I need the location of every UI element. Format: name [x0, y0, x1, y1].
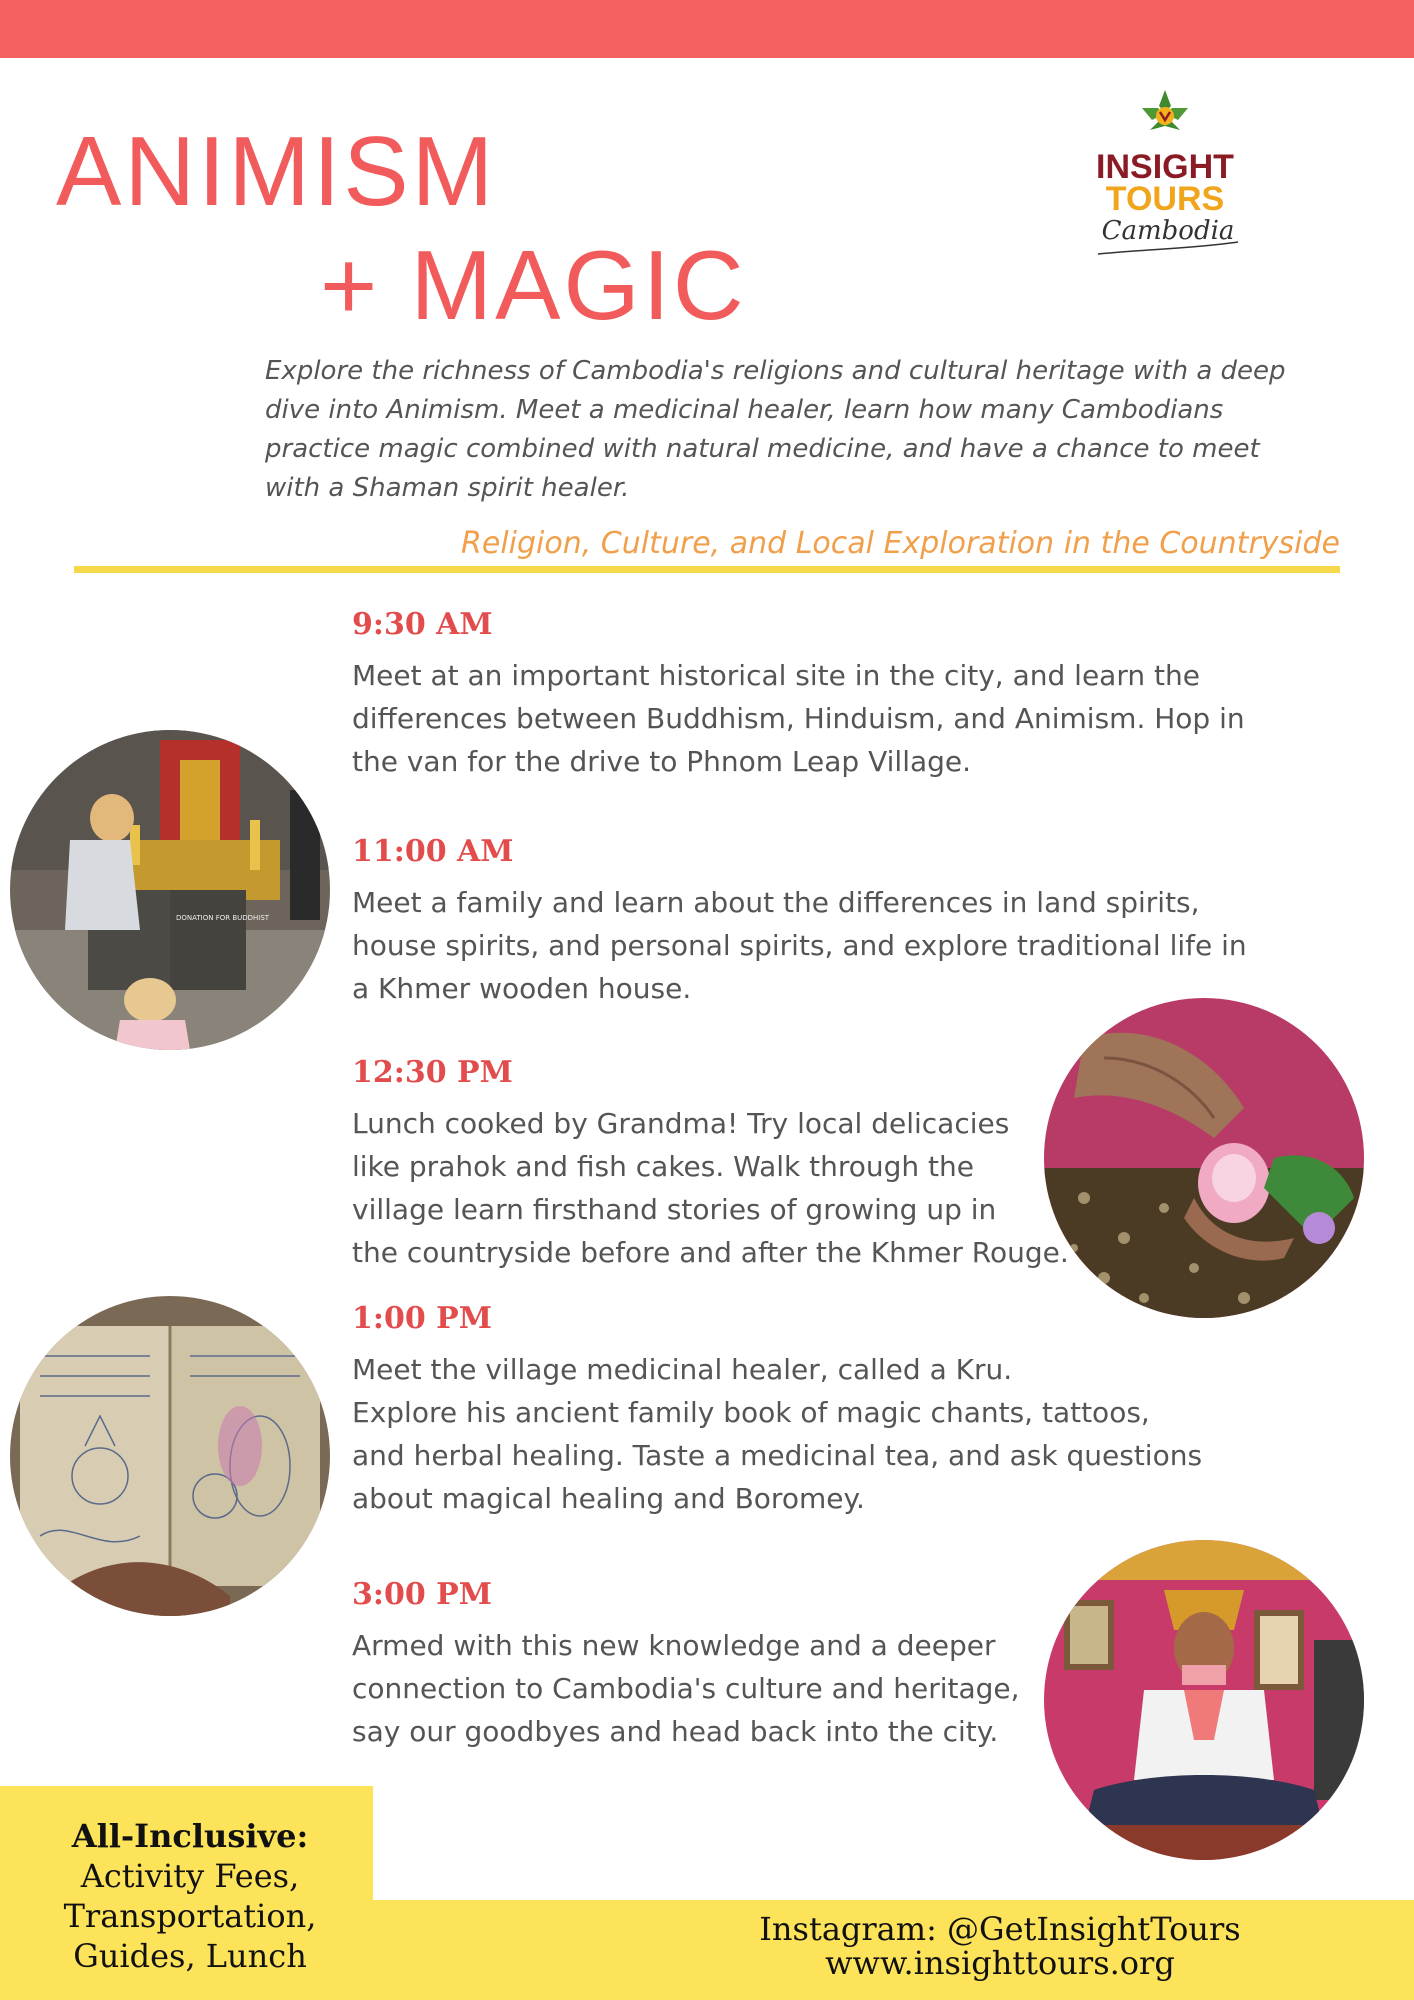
- item-time: 1:00 PM: [352, 1301, 492, 1336]
- item-description: Meet a family and learn about the differences in land spirits, house spirits, and personal spirits, and explore traditional life in a Khmer wooden house.: [352, 886, 1247, 1005]
- photo-shrine-children: [10, 730, 330, 1050]
- page-title-line-1: ANIMISM: [56, 116, 497, 226]
- yellow-divider: [74, 566, 1340, 573]
- photo-grandma-hands: [1044, 998, 1364, 1318]
- item-time: 9:30 AM: [352, 607, 493, 642]
- all-inclusive-text: [0, 1816, 380, 1976]
- page-title-line-2: + MAGIC: [320, 230, 747, 340]
- donation-box-right-sign: DONATION FOR BUDDHIST: [176, 914, 270, 922]
- item-time: 3:00 PM: [352, 1577, 492, 1612]
- item-description: Armed with this new knowledge and a deeper connection to Cambodia's culture and heritage, say our goodbyes and head back into the city.: [352, 1629, 1020, 1748]
- logo-swash: [1088, 232, 1248, 260]
- itinerary-item-1100: [352, 834, 1247, 1010]
- itinerary-item-1230: [352, 1055, 1069, 1274]
- photo-shaman-healer: [1044, 1540, 1364, 1860]
- logo-word-cambodia: Cambodia: [1101, 216, 1235, 246]
- item-description: Meet at an important historical site in the city, and learn the differences between Buddhism, Hinduism, and Animism. Hop in the van for the drive to Phnom Leap Village.: [352, 659, 1245, 778]
- itinerary-item-930: [352, 607, 1245, 783]
- insight-tours-logo: [1080, 86, 1250, 266]
- item-description: Lunch cooked by Grandma! Try local delicacies like prahok and fish cakes. Walk through the village learn firsthand stories of growing up in the countryside before and after the Khmer Rouge.: [352, 1107, 1069, 1269]
- itinerary-item-100: [352, 1301, 1203, 1520]
- intro-paragraph: Explore the richness of Cambodia's religions and cultural heritage with a deep dive into Animism. Meet a medicinal healer, learn how many Cambodians practice magic combined with natural medicine, and have a chance to meet with a Shaman spirit healer.: [265, 356, 1286, 503]
- inclusive-line-1: Activity Fees,: [80, 1857, 300, 1895]
- website-link[interactable]: www.insighttours.org: [825, 1944, 1175, 1982]
- item-time: 12:30 PM: [352, 1055, 513, 1090]
- tour-subheading: Religion, Culture, and Local Exploration in the Countryside: [461, 526, 1340, 561]
- logo-word-tours: TOURS: [1105, 180, 1225, 218]
- top-color-bar: [0, 0, 1414, 58]
- inclusive-line-2: Transportation,: [63, 1897, 317, 1935]
- inclusive-heading: All-Inclusive:: [71, 1817, 309, 1855]
- logo-word-insight: INSIGHT: [1096, 148, 1234, 186]
- item-description: Meet the village medicinal healer, called a Kru. Explore his ancient family book of magic chants, tattoos, and herbal healing. Taste a medicinal tea, and ask questions about magical healing and Boromey.: [352, 1353, 1203, 1515]
- contact-info: [700, 1912, 1300, 1980]
- itinerary-item-300: [352, 1577, 1020, 1753]
- photo-magic-book: [10, 1296, 330, 1616]
- instagram-handle[interactable]: Instagram: @GetInsightTours: [759, 1910, 1241, 1948]
- item-time: 11:00 AM: [352, 834, 514, 869]
- lotus-leaf-icon: [1138, 86, 1192, 140]
- inclusive-line-3: Guides, Lunch: [73, 1937, 307, 1975]
